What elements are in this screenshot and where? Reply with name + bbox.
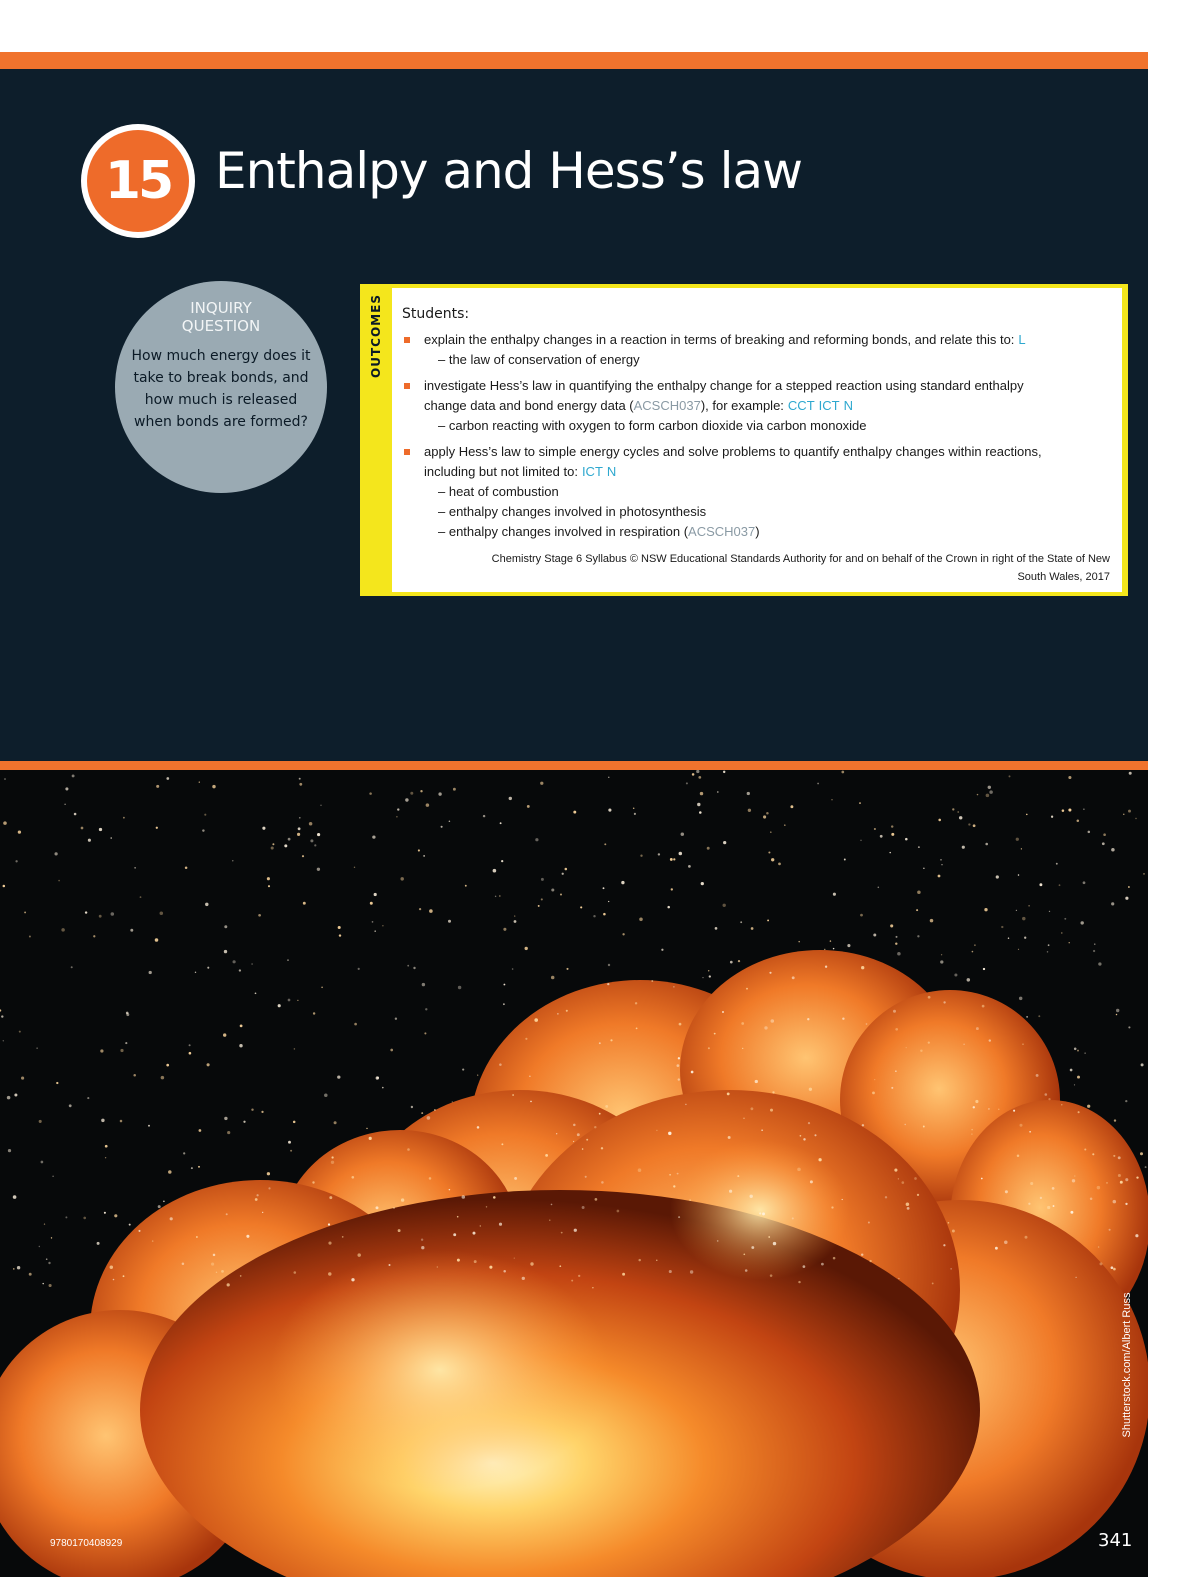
inquiry-heading [115, 299, 327, 335]
outcomes-box [360, 284, 1128, 596]
outcome-item [402, 330, 1114, 370]
syllabus-code: ACSCH037 [633, 398, 701, 413]
outcome-item [402, 376, 1114, 436]
photo-credit: Shutterstock.com/Albert Russ [1121, 1292, 1133, 1438]
bullet-square-icon [404, 337, 410, 343]
outcomes-content [392, 288, 1122, 592]
bullet-square-icon [404, 449, 410, 455]
fireball [0, 950, 1148, 1577]
middle-orange-stripe [0, 761, 1148, 770]
outcomes-intro: Students: [402, 306, 470, 322]
syllabus-credit [470, 550, 1110, 586]
page-number: 341 [1098, 1530, 1133, 1551]
outcome-subpoint: – heat of combustion [438, 484, 559, 499]
outcome-line [424, 330, 1114, 350]
inquiry-question-circle [115, 281, 327, 493]
outcome-item [402, 442, 1114, 542]
outcome-subpoint: – the law of conservation of energy [438, 352, 640, 367]
outcomes-label: OUTCOMES [369, 294, 383, 378]
capability-tag-cct: CCT [787, 398, 815, 413]
outcomes-list [402, 330, 1114, 548]
capability-tag-numeracy: N [606, 464, 617, 479]
outcome-text: including but not limited to: [424, 464, 578, 479]
inquiry-heading-line1: INQUIRY [190, 299, 252, 317]
bullet-square-icon [404, 383, 410, 389]
inquiry-heading-line2: QUESTION [181, 317, 261, 335]
syllabus-credit-line1: Chemistry Stage 6 Syllabus © NSW Educational Standards Authority for and on behalf of the Crown in right of the State of New [491, 553, 1110, 565]
outcome-text: – enthalpy changes involved in respiration ( [438, 524, 689, 539]
outcome-subpoint [424, 522, 1114, 542]
explosion-image [0, 770, 1148, 1577]
capability-tag-ict: ICT [581, 464, 603, 479]
syllabus-credit-line2: South Wales, 2017 [1017, 571, 1110, 583]
capability-tag-ict: ICT [818, 398, 840, 413]
explosion-photo [0, 770, 1148, 1577]
outcomes-tab [360, 284, 391, 596]
chapter-title: Enthalpy and Hess’s law [215, 142, 803, 200]
top-orange-stripe [0, 52, 1148, 69]
outcome-text: ), for example: [700, 398, 784, 413]
outcome-text: ) [755, 524, 760, 539]
outcome-text: change data and bond energy data ( [424, 398, 634, 413]
outcome-line: investigate Hess’s law in quantifying the enthalpy change for a stepped reaction using standard enthalpy [424, 378, 1024, 393]
outcome-subpoint: – carbon reacting with oxygen to form carbon dioxide via carbon monoxide [438, 418, 867, 433]
capability-tag-numeracy: N [843, 398, 853, 413]
capability-tag-literacy: L [1018, 332, 1026, 347]
inquiry-question-text: How much energy does it take to break bonds, and how much is released when bonds are formed? [131, 348, 311, 430]
outcome-line [424, 396, 1114, 416]
outcome-subpoint: – enthalpy changes involved in photosynthesis [438, 504, 707, 519]
outcome-text: explain the enthalpy changes in a reaction in terms of breaking and reforming bonds, and relate this to: [424, 332, 1015, 347]
chapter-number-badge [81, 124, 195, 238]
chapter-number: 15 [87, 130, 189, 232]
outcome-line: apply Hess’s law to simple energy cycles and solve problems to quantify enthalpy changes within reactions, [424, 444, 1042, 459]
isbn: 9780170408929 [50, 1538, 123, 1549]
syllabus-code: ACSCH037 [688, 524, 756, 539]
outcome-line [424, 462, 1114, 482]
